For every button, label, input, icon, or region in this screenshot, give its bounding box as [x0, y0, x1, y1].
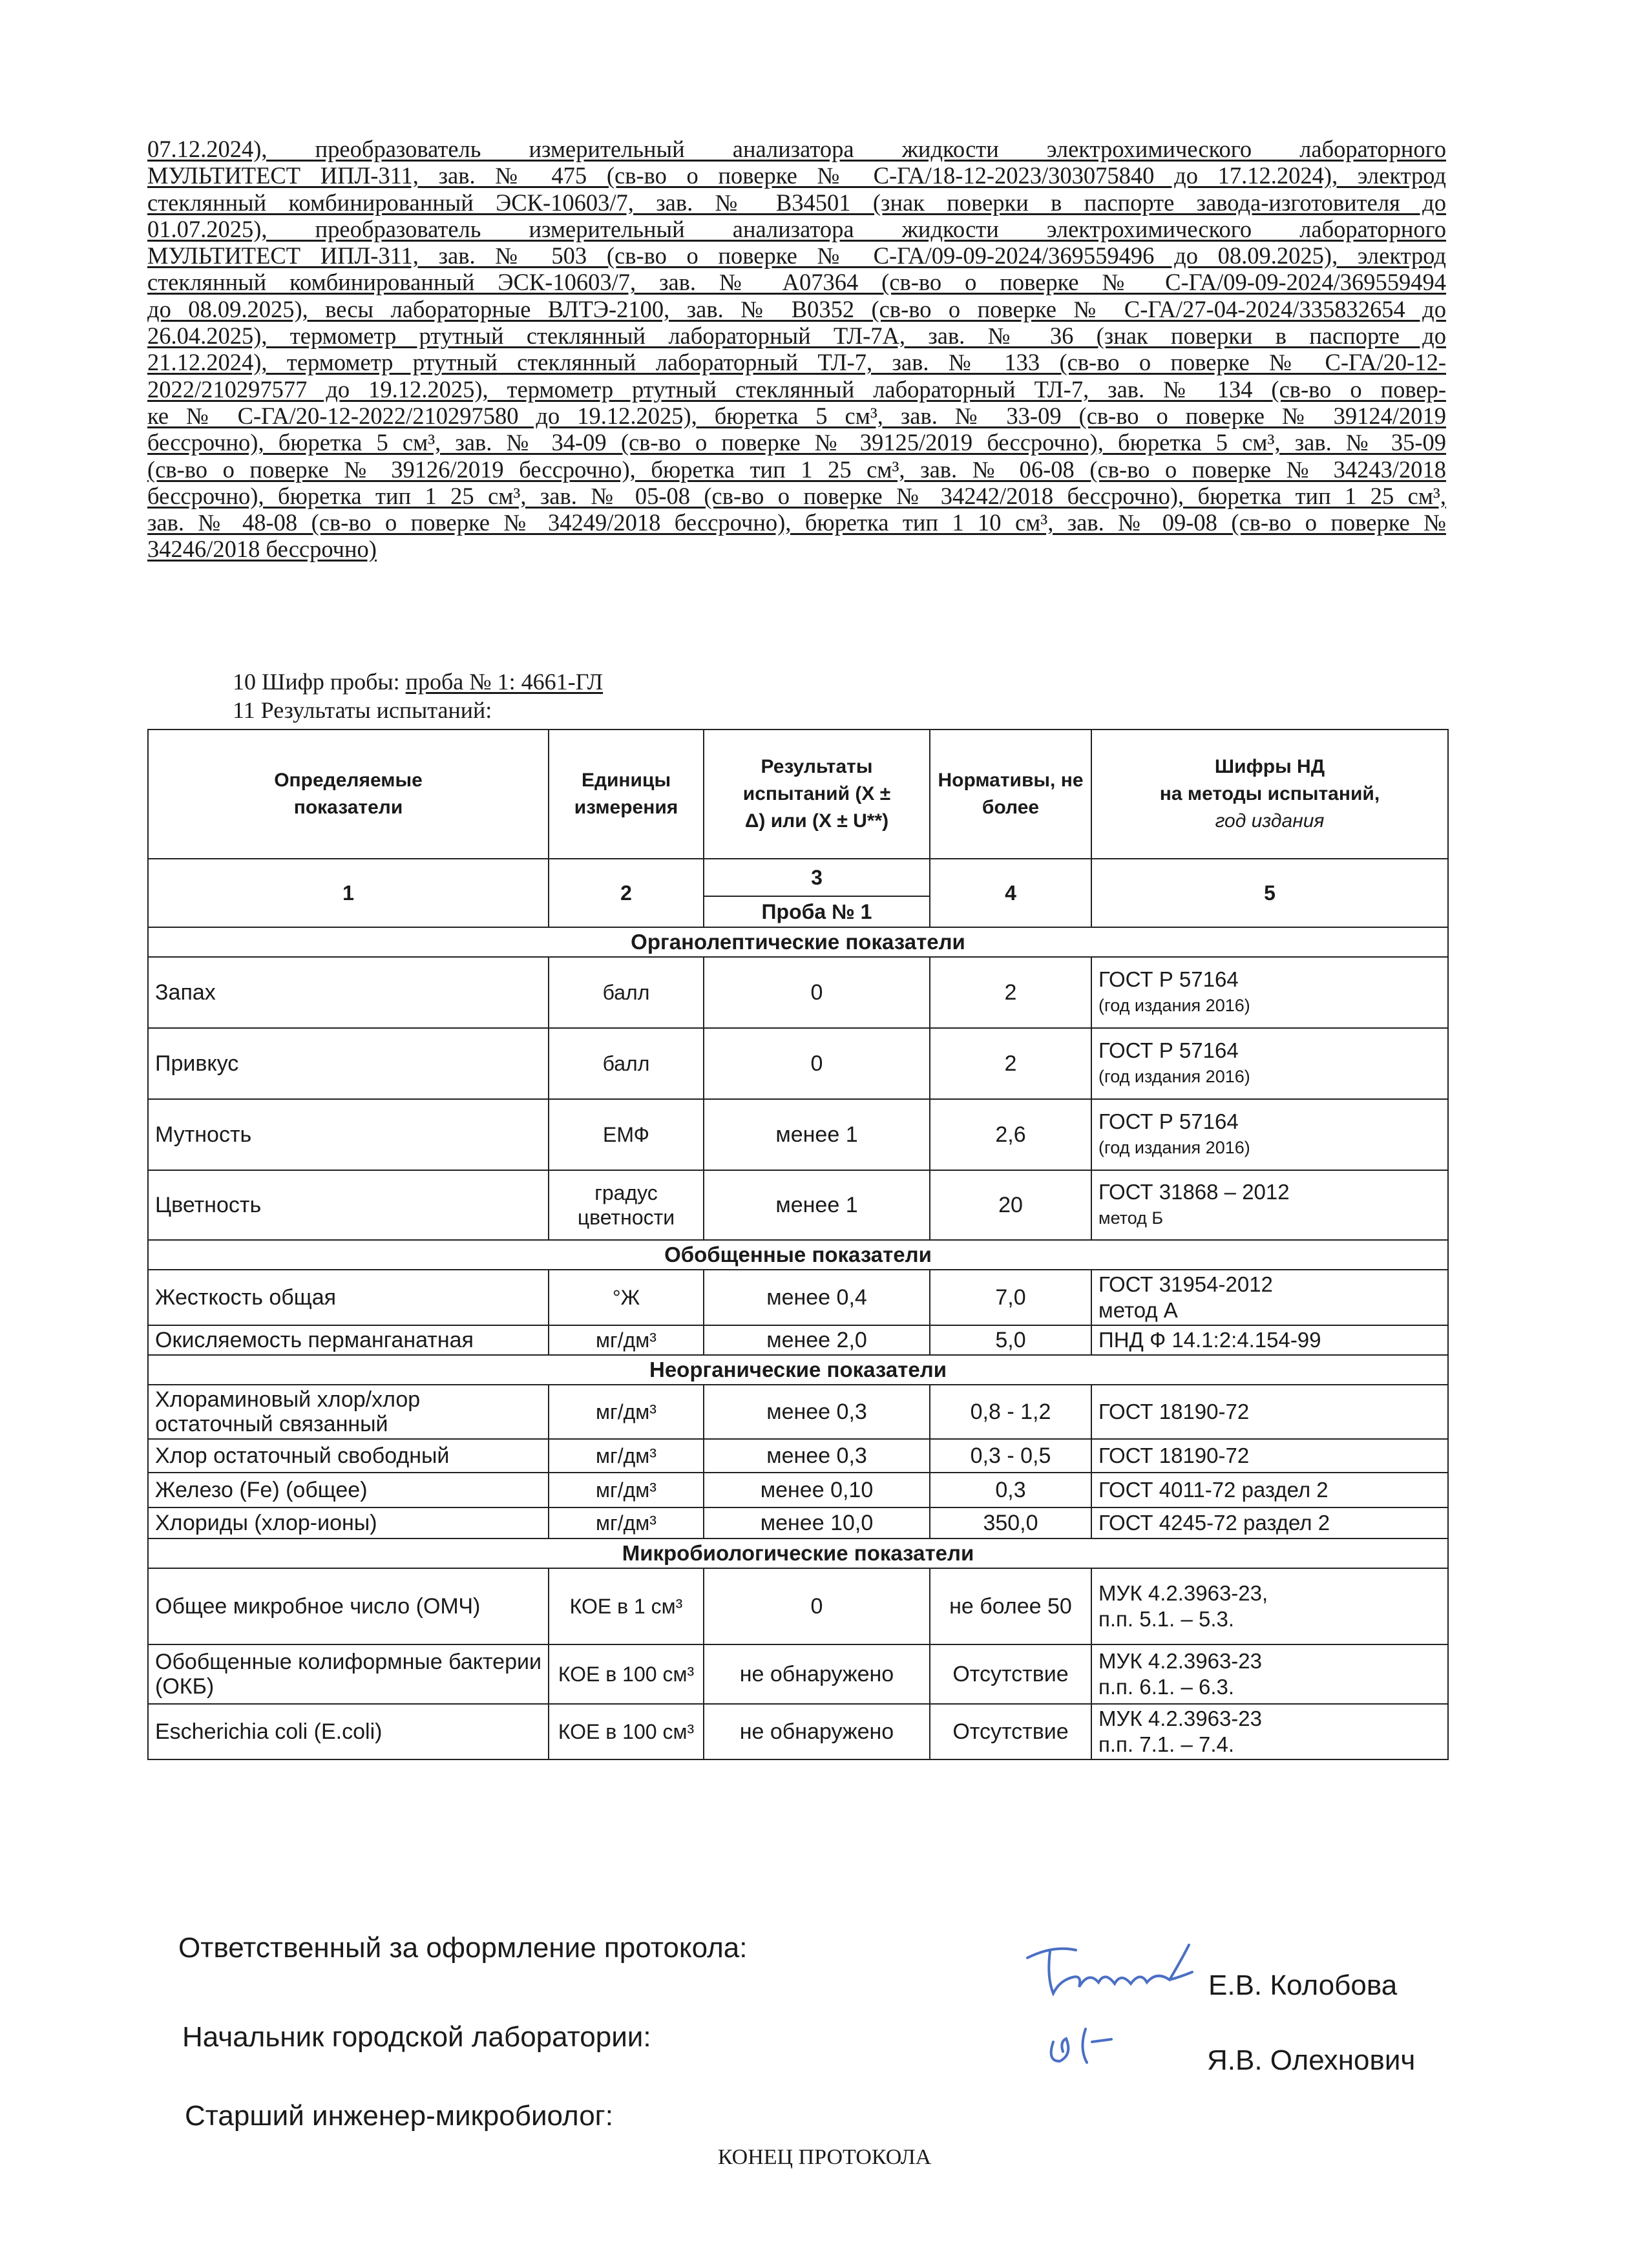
column-numbers-row	[148, 859, 1448, 896]
header-methods-line1: Шифры НД	[1214, 756, 1325, 777]
unit-value: КОЕ в 100 см³	[549, 1644, 704, 1704]
equipment-line: МУЛЬТИТЕСТ ИПЛ-311, зав. № 475 (св-во о поверке № С-ГА/18-12-2023/303075840 до 17.12.2024), электрод	[147, 162, 1446, 189]
signer-name-1: Е.В. Колобова	[1208, 1969, 1398, 2001]
column-number: 3	[704, 859, 930, 896]
end-of-protocol: КОНЕЦ ПРОТОКОЛА	[717, 2145, 932, 2169]
equipment-line: 21.12.2024), термометр ртутный стеклянный лабораторный ТЛ-7, зав. № 133 (св-во о поверке № С-ГА/20-12-	[147, 349, 1446, 376]
section-row	[148, 1355, 1448, 1385]
table-row	[148, 1385, 1448, 1439]
unit-value: балл	[549, 957, 704, 1028]
method-code: МУК 4.2.3963-23	[1098, 1649, 1262, 1673]
result-value: менее 0,4	[704, 1270, 930, 1325]
table-row	[148, 1439, 1448, 1473]
method-cell	[1091, 1704, 1448, 1759]
result-value: менее 1	[704, 1099, 930, 1170]
method-note: метод Б	[1098, 1208, 1164, 1228]
norm-value: 5,0	[930, 1325, 1091, 1355]
unit-value: балл	[549, 1028, 704, 1099]
method-code: ГОСТ 31868 – 2012	[1098, 1180, 1290, 1204]
header-methods	[1091, 730, 1448, 859]
column-number: 2	[549, 859, 704, 927]
method-note: (год издания 2016)	[1098, 1067, 1250, 1086]
method-code: МУК 4.2.3963-23	[1098, 1706, 1262, 1730]
unit-value: мг/дм³	[549, 1473, 704, 1507]
result-value: менее 0,10	[704, 1473, 930, 1507]
table-row	[148, 957, 1448, 1028]
results-table	[147, 729, 1449, 1760]
equipment-line: 01.07.2025), преобразователь измерительный анализатора жидкости электрохимического лабораторного	[147, 215, 1446, 242]
indicator-name: Хлораминовый хлор/хлор остаточный связанный	[148, 1385, 549, 1439]
result-value: менее 2,0	[704, 1325, 930, 1355]
table-row	[148, 1099, 1448, 1170]
indicator-name: Хлор остаточный свободный	[148, 1439, 549, 1473]
table-row	[148, 1270, 1448, 1325]
section-title: Обобщенные показатели	[148, 1240, 1448, 1270]
indicator-name: Привкус	[148, 1028, 549, 1099]
method-code: МУК 4.2.3963-23,	[1098, 1581, 1268, 1605]
method-cell	[1091, 957, 1448, 1028]
sample-code-value: проба № 1: 4661-ГЛ	[405, 669, 604, 695]
method-code: ГОСТ 18190-72	[1098, 1444, 1250, 1467]
method-cell	[1091, 1325, 1448, 1355]
column-number: 4	[930, 859, 1091, 927]
method-note: (год издания 2016)	[1098, 996, 1250, 1015]
result-value: 0	[704, 957, 930, 1028]
sample-code-line	[233, 668, 603, 695]
method-code: ГОСТ Р 57164	[1098, 967, 1239, 991]
signer-name-2: Я.В. Олехнович	[1207, 2044, 1416, 2076]
section-row	[148, 1240, 1448, 1270]
norm-value: 350,0	[930, 1507, 1091, 1538]
table-row	[148, 1704, 1448, 1759]
table-row	[148, 1568, 1448, 1644]
engineer-label: Старший инженер-микробиолог:	[185, 2100, 613, 2132]
method-note: (год издания 2016)	[1098, 1138, 1250, 1157]
header-methods-line3: год издания	[1215, 810, 1325, 832]
section-title: Микробиологические показатели	[148, 1538, 1448, 1568]
method-code: ГОСТ 4011-72 раздел 2	[1098, 1478, 1329, 1502]
method-cell	[1091, 1170, 1448, 1240]
table-row	[148, 1473, 1448, 1507]
unit-value: мг/дм³	[549, 1385, 704, 1439]
method-cell	[1091, 1028, 1448, 1099]
table-row	[148, 1644, 1448, 1704]
indicator-name: Хлориды (хлор-ионы)	[148, 1507, 549, 1538]
indicator-name: Мутность	[148, 1099, 549, 1170]
unit-value: КОЕ в 1 см³	[549, 1568, 704, 1644]
norm-value: 2	[930, 957, 1091, 1028]
result-value: не обнаружено	[704, 1644, 930, 1704]
method-code: ПНД Ф 14.1:2:4.154-99	[1098, 1328, 1321, 1352]
norm-value: 0,8 - 1,2	[930, 1385, 1091, 1439]
header-norms: Нормативы, не более	[930, 730, 1091, 859]
method-cell	[1091, 1644, 1448, 1704]
norm-value: 20	[930, 1170, 1091, 1240]
results-title: 11 Результаты испытаний:	[233, 697, 492, 723]
header-results: Результаты испытаний (X ± Δ) или (X ± U**)	[704, 730, 930, 859]
norm-value: Отсутствие	[930, 1644, 1091, 1704]
equipment-line: 34246/2018 бессрочно)	[147, 536, 377, 563]
result-value: менее 1	[704, 1170, 930, 1240]
handwritten-signature-2	[1040, 2016, 1144, 2074]
method-note: п.п. 7.1. – 7.4.	[1098, 1732, 1235, 1756]
equipment-line: ке № С-ГА/20-12-2022/210297580 до 19.12.2025), бюретка 5 см³, зав. № 33-09 (св-во о поверке № 39124/2019	[147, 402, 1446, 429]
unit-value: °Ж	[549, 1270, 704, 1325]
indicator-name: Цветность	[148, 1170, 549, 1240]
equipment-list	[147, 136, 1446, 563]
method-cell	[1091, 1270, 1448, 1325]
result-value: менее 10,0	[704, 1507, 930, 1538]
indicator-name: Escherichia coli (E.coli)	[148, 1704, 549, 1759]
indicator-name: Окисляемость перманганатная	[148, 1325, 549, 1355]
method-note: метод А	[1098, 1298, 1178, 1322]
table-row	[148, 1170, 1448, 1240]
indicator-name: Железо (Fe) (общее)	[148, 1473, 549, 1507]
indicator-name: Запах	[148, 957, 549, 1028]
norm-value: 7,0	[930, 1270, 1091, 1325]
norm-value: 0,3	[930, 1473, 1091, 1507]
section-title: Неорганические показатели	[148, 1355, 1448, 1385]
equipment-line: зав. № 48-08 (св-во о поверке № 34249/2018 бессрочно), бюретка тип 1 10 см³, зав. № 09-08 (св-во о поверке №	[147, 509, 1446, 536]
unit-value: мг/дм³	[549, 1325, 704, 1355]
method-cell	[1091, 1507, 1448, 1538]
result-value: не обнаружено	[704, 1704, 930, 1759]
equipment-line: 26.04.2025), термометр ртутный стеклянный лабораторный ТЛ-7А, зав. № 36 (знак поверки в паспорте до	[147, 322, 1446, 350]
equipment-line: бессрочно), бюретка тип 1 25 см³, зав. № 05-08 (св-во о поверке № 34242/2018 бессрочно), бюретка тип 1 25 см³,	[147, 482, 1446, 509]
head-label: Начальник городской лаборатории:	[182, 2021, 651, 2053]
method-note: п.п. 6.1. – 6.3.	[1098, 1675, 1235, 1699]
norm-value: Отсутствие	[930, 1704, 1091, 1759]
method-code: ГОСТ Р 57164	[1098, 1038, 1239, 1062]
unit-value: градус цветности	[549, 1170, 704, 1240]
method-cell	[1091, 1439, 1448, 1473]
handwritten-signature-1	[1014, 1932, 1208, 2010]
indicator-name: Жесткость общая	[148, 1270, 549, 1325]
method-cell	[1091, 1473, 1448, 1507]
sample-label: Проба № 1	[704, 896, 930, 927]
result-value: менее 0,3	[704, 1439, 930, 1473]
table-row	[148, 1507, 1448, 1538]
unit-value: мг/дм³	[549, 1507, 704, 1538]
norm-value: 2,6	[930, 1099, 1091, 1170]
unit-value: ЕМФ	[549, 1099, 704, 1170]
result-value: 0	[704, 1568, 930, 1644]
method-note: п.п. 5.1. – 5.3.	[1098, 1607, 1235, 1631]
result-value: 0	[704, 1028, 930, 1099]
norm-value: 2	[930, 1028, 1091, 1099]
sample-code-prefix: 10 Шифр пробы:	[233, 669, 406, 695]
result-value: менее 0,3	[704, 1385, 930, 1439]
header-methods-line2: на методы испытаний,	[1159, 783, 1380, 804]
norm-value: не более 50	[930, 1568, 1091, 1644]
section-row	[148, 1538, 1448, 1568]
signature-stroke-2	[1051, 2029, 1111, 2063]
unit-value: КОЕ в 100 см³	[549, 1704, 704, 1759]
column-number: 1	[148, 859, 549, 927]
method-code: ГОСТ Р 57164	[1098, 1109, 1239, 1133]
norm-value: 0,3 - 0,5	[930, 1439, 1091, 1473]
equipment-line: стеклянный комбинированный ЭСК-10603/7, зав. № В34501 (знак поверки в паспорте завода-изготовителя до	[147, 189, 1446, 216]
section-title: Органолептические показатели	[148, 927, 1448, 957]
header-indicators: Определяемые показатели	[148, 730, 549, 859]
header-units: Единицы измерения	[549, 730, 704, 859]
equipment-line: (св-во о поверке № 39126/2019 бессрочно), бюретка тип 1 25 см³, зав. № 06-08 (св-во о поверке № 34243/2018	[147, 456, 1446, 483]
indicator-name: Общее микробное число (ОМЧ)	[148, 1568, 549, 1644]
unit-value: мг/дм³	[549, 1439, 704, 1473]
equipment-line: стеклянный комбинированный ЭСК-10603/7, зав. № А07364 (св-во о поверке № С-ГА/09-09-2024/369559494	[147, 269, 1446, 296]
method-cell	[1091, 1568, 1448, 1644]
equipment-line: бессрочно), бюретка 5 см³, зав. № 34-09 (св-во о поверке № 39125/2019 бессрочно), бюретка 5 см³, зав. № 35-09	[147, 429, 1446, 456]
indicator-name: Обобщенные колиформные бактерии (ОКБ)	[148, 1644, 549, 1704]
equipment-line: 07.12.2024), преобразователь измерительный анализатора жидкости электрохимического лабораторного	[147, 136, 1446, 162]
responsible-label: Ответственный за оформление протокола:	[178, 1932, 748, 1964]
method-code: ГОСТ 4245-72 раздел 2	[1098, 1511, 1330, 1535]
method-cell	[1091, 1385, 1448, 1439]
equipment-line: до 08.09.2025), весы лабораторные ВЛТЭ-2100, зав. № В0352 (св-во о поверке № С-ГА/27-04-2024/335832654 до	[147, 295, 1446, 322]
equipment-line: 2022/210297577 до 19.12.2025), термометр ртутный стеклянный лабораторный ТЛ-7, зав. № 134 (св-во о повер-	[147, 375, 1446, 403]
table-row	[148, 1325, 1448, 1355]
equipment-line: МУЛЬТИТЕСТ ИПЛ-311, зав. № 503 (св-во о поверке № С-ГА/09-09-2024/369559496 до 08.09.2025), электрод	[147, 242, 1446, 269]
column-number: 5	[1091, 859, 1448, 927]
method-code: ГОСТ 18190-72	[1098, 1400, 1250, 1423]
method-cell	[1091, 1099, 1448, 1170]
signature-stroke-1	[1027, 1945, 1192, 1993]
table-row	[148, 1028, 1448, 1099]
section-row	[148, 927, 1448, 957]
method-code: ГОСТ 31954-2012	[1098, 1272, 1273, 1296]
